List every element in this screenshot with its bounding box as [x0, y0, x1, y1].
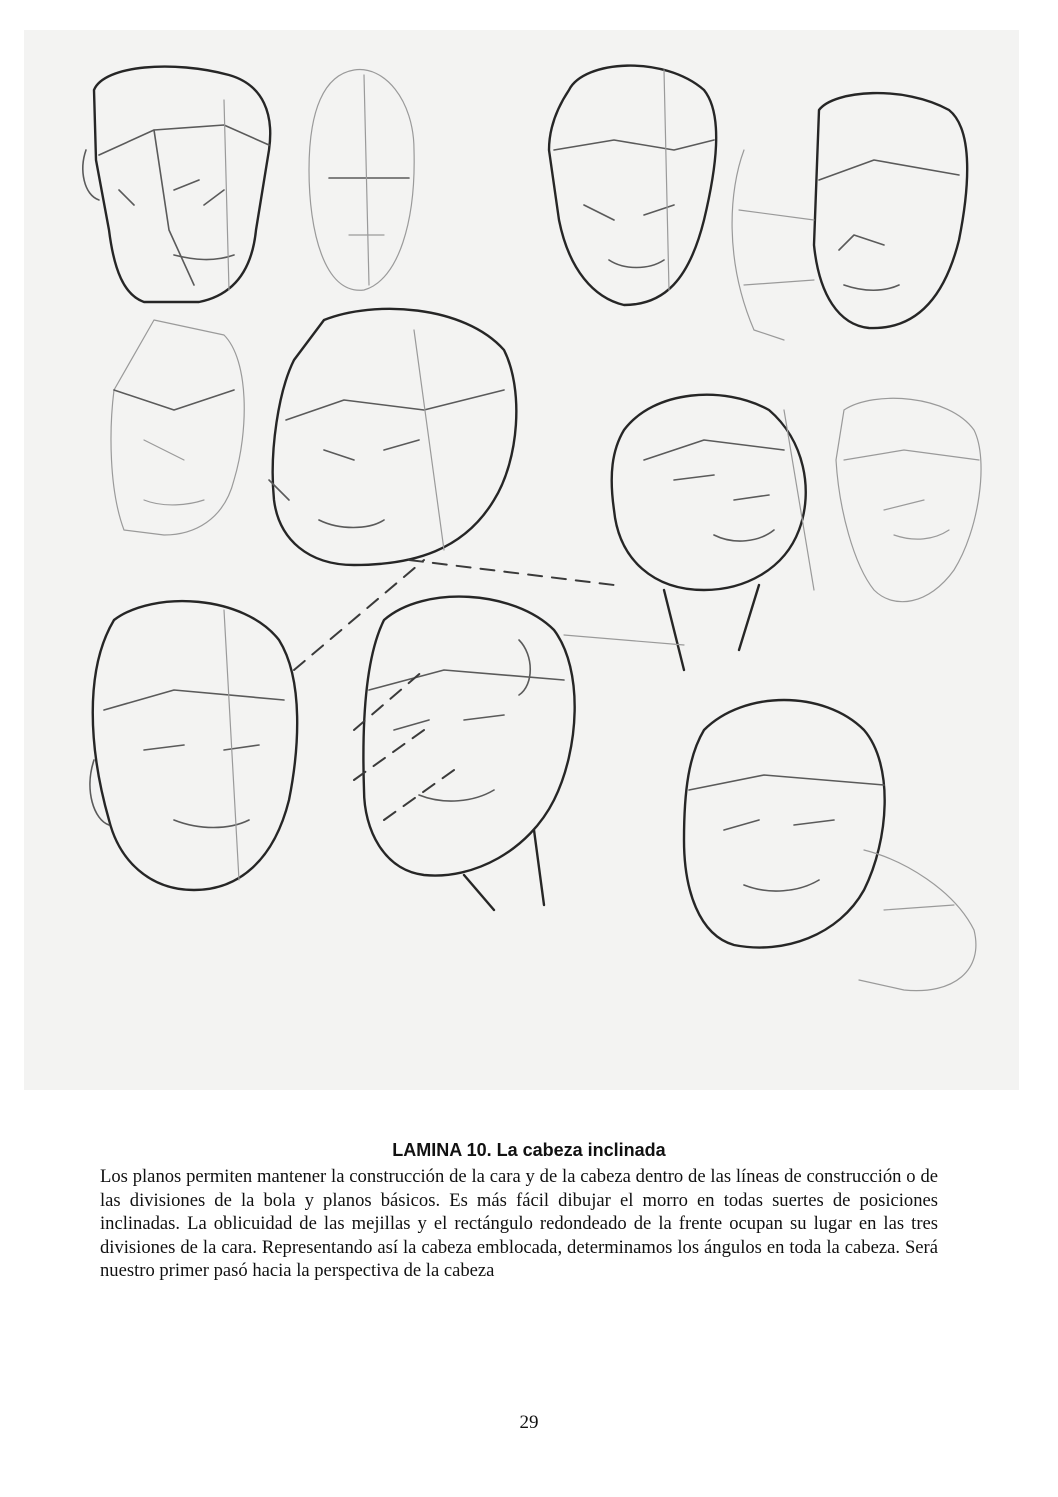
plate-description: Los planos permiten mantener la construcción de la cara y de la cabeza dentro de las líneas de construcción o de las divisiones de la bola y planos básicos. Es más fácil dibujar el morro en todas suertes de posiciones inclinadas. La oblicuidad de las mejillas y el rectángulo redondeado de la frente ocupan su lugar en las tres divisiones de la cara. Representando así la cabeza emblocada, determinamos los ángulos en toda la cabeza. Será nuestro primer pasó hacia la perspectiva de la cabeza [100, 1166, 938, 1281]
sketch-canvas [24, 30, 1019, 1090]
head-sketches-illustration [24, 30, 1019, 1090]
sketch-head-1 [83, 67, 270, 302]
sketch-head-7 [612, 395, 814, 670]
sketch-head-5 [111, 320, 244, 535]
sketch-head-9 [90, 601, 297, 890]
plate-title: LAMINA 10. La cabeza inclinada [392, 1140, 666, 1160]
sketch-head-8 [836, 398, 981, 601]
sketch-head-3 [549, 66, 716, 305]
sketch-head-10 [363, 597, 574, 910]
page-number: 29 [519, 1412, 539, 1433]
sketch-head-6 [269, 309, 516, 565]
sketch-head-4 [732, 93, 967, 340]
sketch-head-11 [684, 700, 976, 991]
sketch-head-2 [309, 70, 414, 291]
